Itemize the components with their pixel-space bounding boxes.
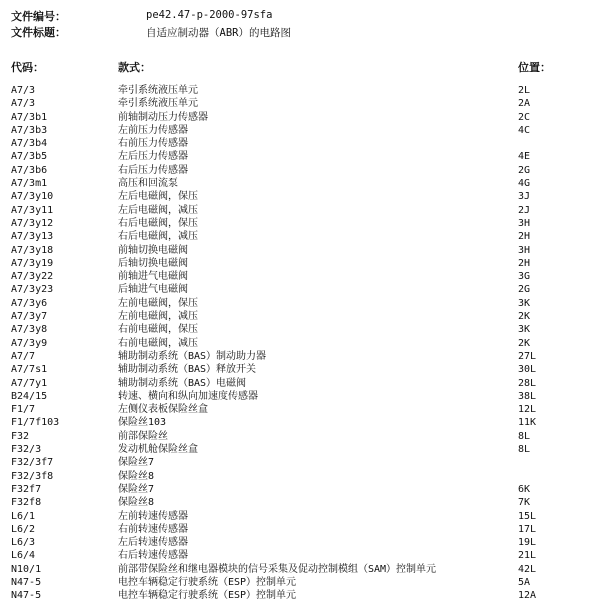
row-position: 38L: [518, 390, 537, 402]
row-code: N47-5: [11, 590, 42, 602]
table-row: [0, 363, 607, 376]
row-code: L6/1: [11, 510, 36, 522]
row-position: 2L: [518, 85, 531, 96]
table-row: [0, 204, 607, 217]
row-code: A7/3y19: [11, 257, 54, 269]
row-description: 辅助制动系统（BAS）制动助力器: [118, 350, 267, 362]
row-description: 辅助制动系统（BAS）电磁阀: [118, 377, 247, 389]
row-code: F32: [11, 430, 30, 442]
row-position: 5A: [518, 576, 531, 588]
table-row: [0, 124, 607, 137]
row-description: 牵引系统液压单元: [118, 85, 198, 96]
row-code: N10/1: [11, 563, 42, 575]
table-row: [0, 576, 607, 589]
doc-number-label: 文件编号：: [11, 10, 66, 23]
row-description: 发动机舱保险丝盒: [118, 444, 198, 456]
row-position: 4E: [518, 151, 531, 163]
row-position: 2C: [518, 111, 531, 123]
row-code: L6/3: [11, 537, 36, 549]
row-code: F1/7f103: [11, 417, 60, 429]
row-position: 2G: [518, 284, 531, 296]
row-description: 左侧仪表板保险丝盒: [118, 404, 208, 416]
row-code: A7/3b3: [11, 124, 48, 136]
row-code: A7/3y22: [11, 271, 54, 283]
row-position: 8L: [518, 430, 531, 442]
row-position: 27L: [518, 350, 537, 362]
row-code: A7/3: [11, 98, 36, 110]
table-row: [0, 217, 607, 230]
table-row: [0, 403, 607, 416]
row-code: F32f7: [11, 483, 42, 495]
row-code: B24/15: [11, 390, 48, 402]
row-description: 右后转速传感器: [118, 550, 188, 562]
row-position: 21L: [518, 550, 537, 562]
row-position: 12A: [518, 590, 537, 602]
table-row: [0, 244, 607, 257]
row-position: 3H: [518, 244, 531, 256]
table-row: [0, 496, 607, 509]
table-row: [0, 350, 607, 363]
row-position: 4G: [518, 178, 531, 190]
row-code: A7/3b4: [11, 138, 48, 150]
row-code: A7/3y13: [11, 231, 54, 243]
row-position: 19L: [518, 537, 537, 549]
row-description: 后轴进气电磁阀: [118, 284, 188, 296]
table-row: [0, 230, 607, 243]
row-position: 2J: [518, 204, 531, 216]
table-row: [0, 177, 607, 190]
row-description: 前轴制动压力传感器: [118, 111, 208, 123]
row-position: 7K: [518, 497, 531, 509]
row-position: 2K: [518, 311, 531, 323]
row-description: 前轴切换电磁阀: [118, 244, 188, 256]
table-row: [0, 563, 607, 576]
row-description: 左后转速传感器: [118, 537, 188, 549]
row-position: 3K: [518, 297, 531, 309]
row-code: A7/3m1: [11, 178, 48, 190]
row-description: 保险丝7: [118, 483, 155, 495]
row-position: 2H: [518, 257, 531, 269]
table-row: [0, 549, 607, 562]
row-code: F32/3: [11, 444, 42, 456]
row-description: 前部带保险丝和继电器模块的信号采集及促动控制模组（SAM）控制单元: [118, 563, 437, 575]
row-code: A7/3y10: [11, 191, 54, 203]
table-row: [0, 589, 607, 602]
row-position: 28L: [518, 377, 537, 389]
row-code: A7/3y8: [11, 324, 48, 336]
row-description: 保险丝7: [118, 457, 155, 469]
row-code: A7/3: [11, 85, 36, 96]
row-code: F32/3f8: [11, 470, 54, 482]
row-code: A7/3y6: [11, 297, 48, 309]
table-row: [0, 456, 607, 469]
row-code: F32f8: [11, 497, 42, 509]
row-description: 左后电磁阀，保压: [118, 191, 198, 203]
row-description: 前部保险丝: [118, 430, 168, 442]
table-row: [0, 323, 607, 336]
doc-title-value: 自适应制动器（ABR）的电路图: [146, 27, 291, 39]
row-position: 2A: [518, 98, 531, 110]
row-position: 11K: [518, 417, 537, 429]
row-position: 3J: [518, 191, 531, 203]
row-description: 牵引系统液压单元: [118, 98, 198, 110]
row-position: 4C: [518, 124, 531, 136]
table-row: [0, 310, 607, 323]
table-row: [0, 190, 607, 203]
row-description: 右前电磁阀，减压: [118, 337, 198, 349]
row-code: A7/3b6: [11, 164, 48, 176]
row-code: A7/3y11: [11, 204, 54, 216]
row-code: L6/4: [11, 550, 36, 562]
column-header-code: 代码：: [11, 61, 44, 74]
row-description: 电控车辆稳定行驶系统（ESP）控制单元: [118, 590, 297, 602]
table-row: [0, 536, 607, 549]
table-row: [0, 84, 607, 97]
row-description: 高压和回流泵: [118, 178, 178, 190]
row-description: 右前电磁阀，保压: [118, 324, 198, 336]
row-position: 17L: [518, 523, 537, 535]
row-code: A7/3y9: [11, 337, 48, 349]
table-row: [0, 257, 607, 270]
row-position: 12L: [518, 404, 537, 416]
table-row: [0, 430, 607, 443]
row-code: A7/7s1: [11, 364, 48, 376]
row-description: 左前压力传感器: [118, 124, 188, 136]
row-position: 8L: [518, 444, 531, 456]
row-position: 3K: [518, 324, 531, 336]
column-header-desc: 款式：: [118, 61, 151, 74]
row-code: A7/3y12: [11, 217, 54, 229]
table-row: [0, 337, 607, 350]
row-description: 前轴进气电磁阀: [118, 271, 188, 283]
table-row: [0, 150, 607, 163]
table-row: [0, 270, 607, 283]
row-position: 15L: [518, 510, 537, 522]
table-row: [0, 283, 607, 296]
doc-number-value: pe42.47-p-2000-97sfa: [146, 9, 273, 21]
table-row: [0, 416, 607, 429]
row-code: A7/7: [11, 350, 36, 362]
row-code: A7/3b5: [11, 151, 48, 163]
row-code: A7/3y23: [11, 284, 54, 296]
row-description: 右前转速传感器: [118, 523, 188, 535]
row-description: 右前压力传感器: [118, 138, 188, 150]
row-code: A7/3y18: [11, 244, 54, 256]
table-row: [0, 297, 607, 310]
table-row: [0, 510, 607, 523]
row-position: 2G: [518, 164, 531, 176]
table-row: [0, 483, 607, 496]
row-position: 30L: [518, 364, 537, 376]
row-position: 3H: [518, 217, 531, 229]
table-row: [0, 164, 607, 177]
row-code: F32/3f7: [11, 457, 54, 469]
row-code: A7/3b1: [11, 111, 48, 123]
row-code: F1/7: [11, 404, 36, 416]
row-description: 保险丝103: [118, 417, 167, 429]
table-row: [0, 377, 607, 390]
row-description: 后轴切换电磁阀: [118, 257, 188, 269]
row-position: 42L: [518, 563, 537, 575]
row-description: 左前电磁阀，减压: [118, 311, 198, 323]
row-description: 左后电磁阀，减压: [118, 204, 198, 216]
row-code: N47-5: [11, 576, 42, 588]
row-position: 2K: [518, 337, 531, 349]
row-description: 辅助制动系统（BAS）释放开关: [118, 364, 257, 376]
column-header-pos: 位置：: [518, 61, 551, 74]
row-description: 保险丝8: [118, 470, 155, 482]
row-description: 右后压力传感器: [118, 164, 188, 176]
parts-table: [0, 84, 607, 603]
table-row: [0, 523, 607, 536]
row-description: 保险丝8: [118, 497, 155, 509]
row-description: 转速、横向和纵向加速度传感器: [118, 390, 258, 402]
table-row: [0, 137, 607, 150]
row-code: A7/3y7: [11, 311, 48, 323]
row-code: A7/7y1: [11, 377, 48, 389]
table-row: [0, 97, 607, 110]
table-row: [0, 443, 607, 456]
doc-title-label: 文件标题：: [11, 26, 66, 39]
row-code: L6/2: [11, 523, 36, 535]
row-description: 右后电磁阀，保压: [118, 217, 198, 229]
row-description: 左后压力传感器: [118, 151, 188, 163]
row-position: 2H: [518, 231, 531, 243]
row-description: 电控车辆稳定行驶系统（ESP）控制单元: [118, 576, 297, 588]
row-description: 左前转速传感器: [118, 510, 188, 522]
row-description: 左前电磁阀，保压: [118, 297, 198, 309]
table-row: [0, 470, 607, 483]
table-row: [0, 111, 607, 124]
row-description: 右后电磁阀，减压: [118, 231, 198, 243]
row-position: 6K: [518, 483, 531, 495]
table-row: [0, 390, 607, 403]
row-position: 3G: [518, 271, 531, 283]
